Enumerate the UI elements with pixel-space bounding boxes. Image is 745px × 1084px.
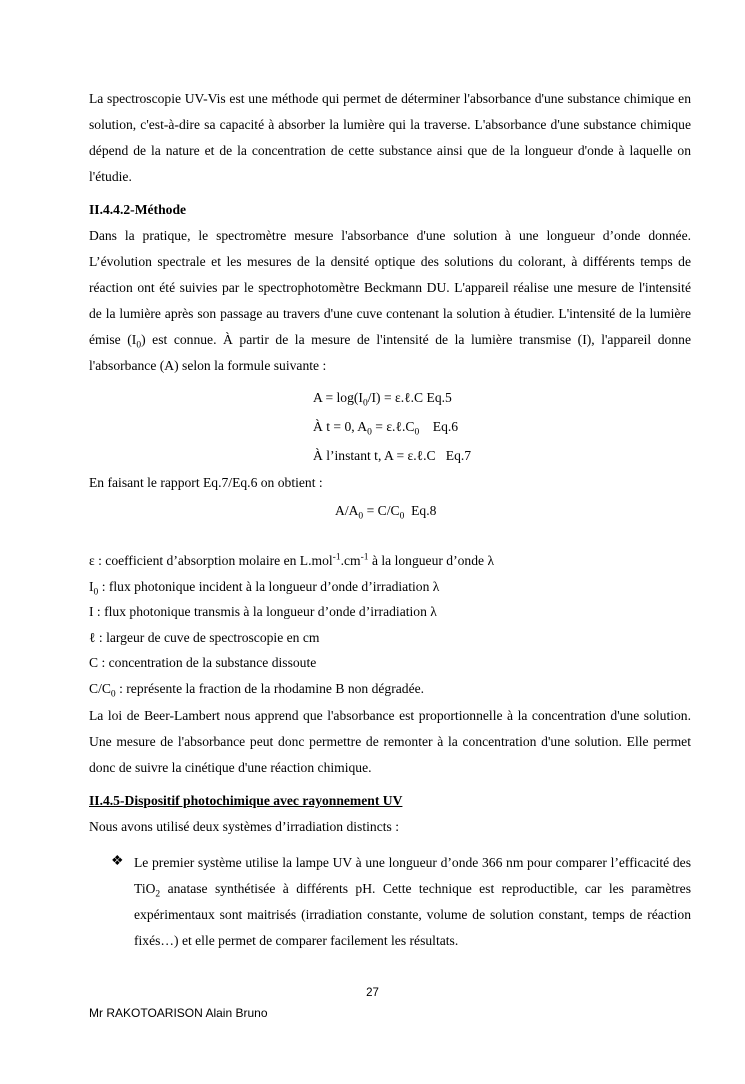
methode-paragraph: Dans la pratique, le spectromètre mesure l'absorbance d'une solution à une longueur d’onde donnée. L’évolution spectrale et les mesures de la densité optique des solutions du colorant, à différents temps de réaction ont été suivies par le spectrophotomètre Beckmann DU. L'appareil réalise une mesure de l'intensité de la lumière après son passage au travers d'une cuve contenant la solution à étudier. L'intensité de la lumière émise $(I_0)$ est connue. À partir de la mesure de l'intensité de la lumière transmise (I), l'appareil donne l'absorbance (A) selon la formule suivante :: [89, 228, 691, 373]
equation-8: $A/A_0 = C/C_0$ Eq.8: [335, 503, 437, 522]
section-heading-dispositif: II.4.5-Dispositif photochimique avec rayonnement UV: [89, 793, 403, 808]
diamond-bullet-icon: ❖: [111, 854, 124, 869]
definitions-list: [89, 548, 691, 701]
page-number: 27: [366, 987, 379, 999]
ratio-intro: En faisant le rapport Eq.7/Eq.6 on obtient :: [89, 475, 323, 490]
footer-author: Mr RAKOTOARISON Alain Bruno: [89, 1006, 268, 1020]
definition-epsilon: ε : coefficient d’absorption molaire en $L.mol^{-1}.cm^{-1}$ à la longueur d’onde λ: [89, 552, 495, 568]
definition-l: ℓ : largeur de cuve de spectroscopie en cm: [89, 629, 320, 645]
definition-c-c0: $C/C_0$ : représente la fraction de la rhodamine B non dégradée.: [89, 680, 425, 700]
equation-6: À t = 0, $A_0$ = $\varepsilon.\ell.C_0$ Eq.6: [313, 419, 459, 438]
bullet-text: Le premier système utilise la lampe UV à une longueur d’onde 366 nm pour comparer l’efficacité des TiO$_2$ anatase synthétisée à différents pH. Cette technique est reproductible, car les paramètres expérimentaux sont maitrisés (irradiation constante, volume de solution constant, temps de réaction fixés…) et elle permet de comparer facilement les résultats.: [134, 855, 691, 948]
equation-5: $A = \log(I_0/I)$ = ε.ℓ.C Eq.5: [313, 390, 452, 409]
section-heading-methode: II.4.4.2-Méthode: [89, 202, 187, 217]
dispositif-intro: Nous avons utilisé deux systèmes d’irradiation distincts :: [89, 819, 399, 834]
definition-i: I : flux photonique transmis à la longueur d’onde d’irradiation λ: [89, 604, 437, 619]
definition-c: C : concentration de la substance dissoute: [89, 655, 317, 670]
definition-i0: $I_0$ : flux photonique incident à la longueur d’onde d’irradiation λ: [89, 578, 440, 598]
intro-paragraph: La spectroscopie UV-Vis est une méthode qui permet de déterminer l'absorbance d'une substance chimique en solution, c'est-à-dire sa capacité à absorber la lumière qui la traverse. L'absorbance d'une substance chimique dépend de la nature et de la concentration de cette substance ainsi que de la longueur d'onde à laquelle on l'étudie.: [89, 91, 691, 184]
beer-lambert-paragraph: La loi de Beer-Lambert nous apprend que l'absorbance est proportionnelle à la concentration d'une solution. Une mesure de l'absorbance peut donc permettre de remonter à la concentration d'une solution. Elle permet donc de suivre la cinétique d'une réaction chimique.: [89, 708, 691, 775]
document-page: [89, 86, 691, 954]
equation-7: À l’instant t, A = ε.ℓ.C Eq.7: [313, 448, 472, 463]
bullet-item: [89, 850, 691, 954]
